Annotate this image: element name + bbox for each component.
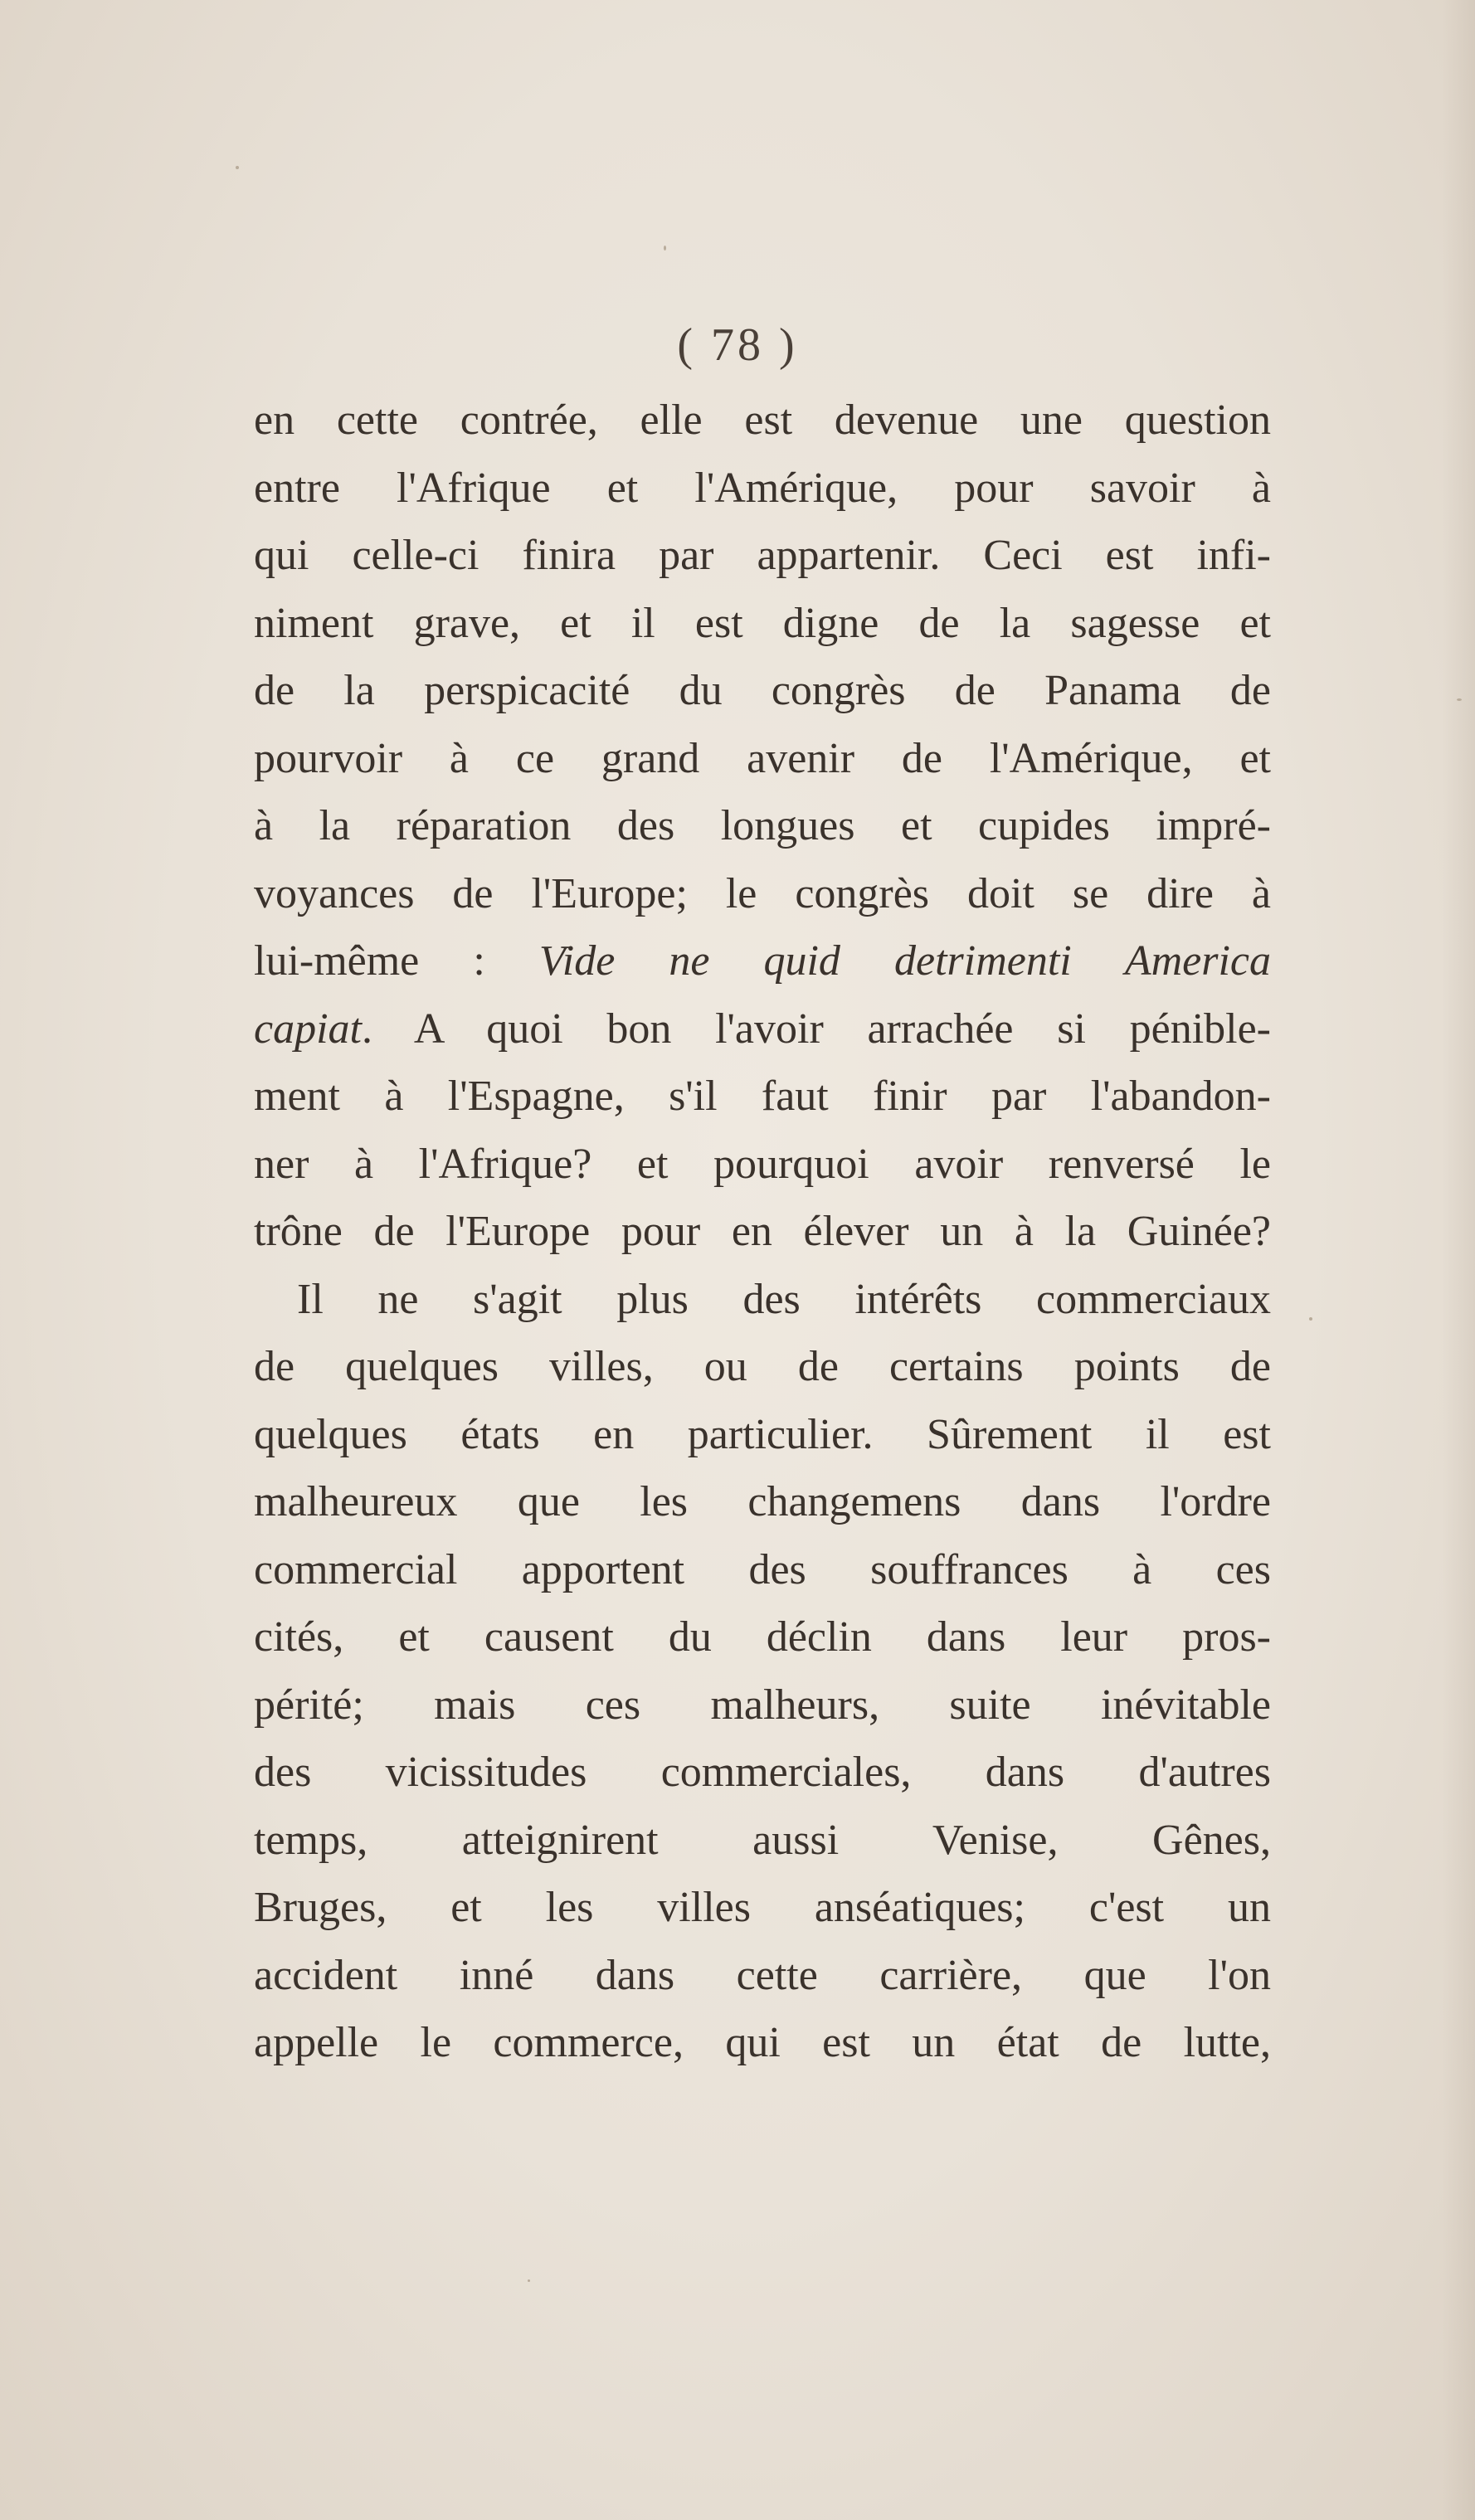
text-line-with-latin-quote (254, 995, 1271, 1063)
text-line: en cette contrée, elle est devenue une question (254, 396, 1271, 444)
text-line: malheureux que les changemens dans l'ordre (254, 1478, 1271, 1525)
text-line: des vicissitudes commerciales, dans d'autres (254, 1749, 1271, 1796)
text-line: appelle le commerce, qui est un état de lutte, (254, 2019, 1271, 2066)
text-line: quelques états en particulier. Sûrement il est (254, 1410, 1271, 1458)
text-line: Bruges, et les villes anséatiques; c'est un (254, 1884, 1271, 1931)
text-line: voyances de l'Europe; le congrès doit se dire à (254, 869, 1271, 917)
text-line: qui celle-ci finira par appartenir. Ceci est infi- (254, 532, 1271, 579)
text-line: ner à l'Afrique? et pourquoi avoir renversé le (254, 1140, 1271, 1188)
page-number: ( 78 ) (677, 319, 798, 371)
text-line: à la réparation des longues et cupides impré- (254, 802, 1271, 849)
text-line-with-latin-quote (254, 927, 1271, 995)
latin-quote: Vide ne quid detrimenti America (538, 937, 1272, 985)
text-line: cités, et causent du déclin dans leur pros- (254, 1613, 1271, 1661)
text-line: de la perspicacité du congrès de Panama de (254, 667, 1271, 714)
paper-speck (1309, 1317, 1312, 1321)
text-line: ment à l'Espagne, s'il faut finir par l'abandon- (254, 1073, 1271, 1120)
body-text (254, 387, 1271, 2077)
text-segment: . A quoi bon l'avoir arrachée si pénible- (361, 1005, 1271, 1053)
text-line: périté; mais ces malheurs, suite inévitable (254, 1681, 1271, 1729)
text-line: accident inné dans cette carrière, que l'on (254, 1951, 1271, 1999)
text-line: commercial apportent des souffrances à ces (254, 1545, 1271, 1593)
text-line: temps, atteignirent aussi Venise, Gênes, (254, 1816, 1271, 1864)
latin-quote: capiat (254, 1005, 362, 1053)
paragraph-start-line: Il ne s'agit plus des intérêts commerciaux (297, 1275, 1271, 1323)
paper-speck (528, 2279, 530, 2282)
paper-speck (236, 166, 239, 169)
paper-speck (664, 246, 666, 251)
text-line: pourvoir à ce grand avenir de l'Amérique, et (254, 734, 1271, 782)
text-line: trône de l'Europe pour en élever un à la Guinée? (254, 1208, 1271, 1255)
text-line: entre l'Afrique et l'Amérique, pour savoir à (254, 464, 1271, 512)
paper-speck (1457, 698, 1462, 701)
page-edge-shadow (1442, 0, 1475, 2520)
text-segment: lui-même : (254, 937, 539, 985)
text-line: de quelques villes, ou de certains points de (254, 1343, 1271, 1390)
text-line: niment grave, et il est digne de la sagesse et (254, 599, 1271, 647)
